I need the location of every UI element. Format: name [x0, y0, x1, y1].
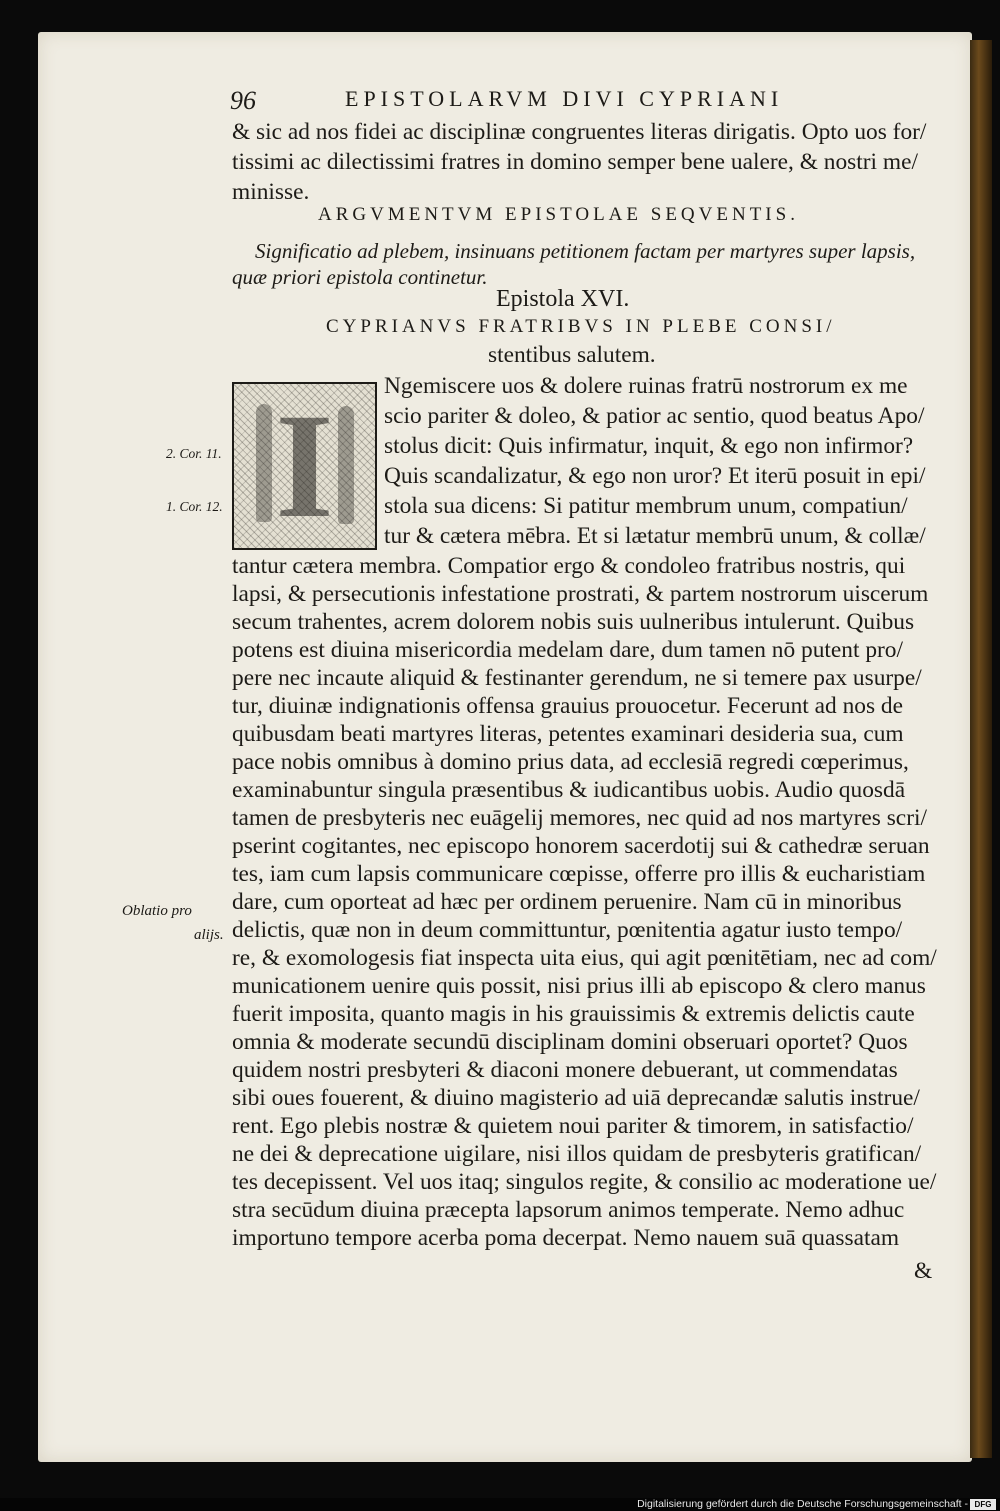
margin-reference: 2. Cor. 11.	[166, 446, 222, 461]
argument-line: quæ priori epistola continetur.	[232, 265, 488, 289]
text-line: secum trahentes, acrem dolorem nobis suis uulneribus intulerunt. Quibus	[232, 609, 915, 635]
text-line: Quis scandalizatur, & ego non uror? Et iterū posuit in epi/	[384, 463, 926, 489]
text-line: minisse.	[232, 179, 310, 205]
catchword: &	[914, 1258, 933, 1284]
running-head	[230, 86, 950, 116]
margin-note: alijs.	[194, 927, 224, 943]
text-line: stolus dicit: Quis infirmatur, inquit, & ego non infirmor?	[384, 433, 914, 459]
text-line: quibusdam beati martyres literas, petentes examinari desideria sua, cum	[232, 721, 904, 747]
text-line: pserint cogitantes, nec episcopo honorem sacerdotij sui & cathedræ seruan	[232, 833, 930, 859]
text-line: municationem uenire quis possit, nisi prius illi ab episcopo & clero manus	[232, 973, 926, 999]
running-title: EPISTOLARVM DIVI CYPRIANI	[345, 86, 784, 111]
text-line: rent. Ego plebis nostræ & quietem noui pariter & timorem, in satisfactio/	[232, 1113, 914, 1139]
text-line: examinabuntur singula præsentibus & iudicantibus uobis. Audio quosdā	[232, 777, 906, 803]
funding-credit: Digitalisierung gefördert durch die Deutsche Forschungsgemeinschaft -	[637, 1498, 968, 1510]
woodcut-initial	[232, 382, 377, 550]
text-line: potens est diuina misericordia medelam dare, dum tamen nō putent pro/	[232, 637, 903, 663]
text-line: Ngemiscere uos & dolere ruinas fratrū nostrorum ex me	[384, 373, 908, 399]
text-line: importuno tempore acerba poma decerpat. Nemo nauem suā quassatam	[232, 1225, 900, 1251]
text-line: stra secūdum diuina præcepta lapsorum animos temperate. Nemo adhuc	[232, 1197, 905, 1223]
salutation-line: stentibus salutem.	[488, 342, 656, 368]
text-line: pace nobis omnibus à domino prius data, ad ecclesiā regredi cœperimus,	[232, 749, 909, 775]
book-spine-edge	[970, 40, 992, 1458]
text-line: fuerit imposita, quanto magis in his grauissimis & extremis delictis caute	[232, 1001, 915, 1027]
text-line: tamen de presbyteris nec euāgelij memores, nec quid ad nos martyres scri/	[232, 805, 927, 831]
text-line: pere nec incaute aliquid & festinanter gerendum, ne si temere pax usurpe/	[232, 665, 922, 691]
text-line: & sic ad nos fidei ac disciplinæ congruentes literas dirigatis. Opto uos for/	[232, 119, 927, 145]
argument-line: Significatio ad plebem, insinuans petitionem factam per martyres super lapsis,	[255, 239, 916, 263]
text-line: quidem nostri presbyteri & diaconi monere debuerant, ut commendatas	[232, 1057, 898, 1083]
dfg-logo: DFG	[970, 1499, 996, 1510]
epistle-title: Epistola XVI.	[496, 286, 630, 312]
text-line: tes decepissent. Vel uos itaq; singulos regite, & consilio ac moderatione ue/	[232, 1169, 937, 1195]
footer-bar	[0, 1498, 1000, 1511]
text-line: tissimi ac dilectissimi fratres in domino semper bene ualere, & nostri me/	[232, 149, 918, 175]
salutation-line: CYPRIANVS FRATRIBVS IN PLEBE CONSI/	[326, 316, 836, 337]
text-line: omnia & moderate secundū disciplinam domini obseruari oportet? Quos	[232, 1029, 908, 1055]
text-line: ne dei & deprecatione uigilare, nisi illos quidam de presbyteris gratifican/	[232, 1141, 922, 1167]
margin-reference: 1. Cor. 12.	[166, 499, 223, 514]
argument-heading: ARGVMENTVM EPISTOLAE SEQVENTIS.	[318, 204, 799, 225]
page-number: 96	[230, 86, 256, 115]
text-line: scio pariter & doleo, & patior ac sentio, quod beatus Apo/	[384, 403, 925, 429]
text-line: stola sua dicens: Si patitur membrum unum, compatiun/	[384, 493, 908, 519]
text-line: re, & exomologesis fiat inspecta uita eius, qui agit pœnitētiam, nec ad com/	[232, 945, 937, 971]
text-line: tur, diuinæ indignationis offensa grauius prouocetur. Fecerunt ad nos de	[232, 693, 903, 719]
initial-letter: I	[275, 383, 334, 549]
text-line: lapsi, & persecutionis infestatione prostrati, & partem nostrorum uiscerum	[232, 581, 929, 607]
margin-note: Oblatio pro	[122, 903, 192, 919]
text-line: tur & cætera mēbra. Et si lætatur membrū unum, & collæ/	[384, 523, 926, 549]
text-line: sibi oues fouerent, & diuino magisterio ad uiā deprecandæ salutis instrue/	[232, 1085, 920, 1111]
text-line: dare, cum oporteat ad hæc per ordinem peruenire. Nam cū in minoribus	[232, 889, 902, 915]
text-line: tantur cætera membra. Compatior ergo & condoleo fratribus nostris, qui	[232, 553, 906, 579]
text-line: delictis, quæ non in deum committuntur, pœnitentia agatur iusto tempo/	[232, 917, 903, 943]
text-line: tes, iam cum lapsis communicare cœpisse, offerre pro illis & eucharistiam	[232, 861, 926, 887]
